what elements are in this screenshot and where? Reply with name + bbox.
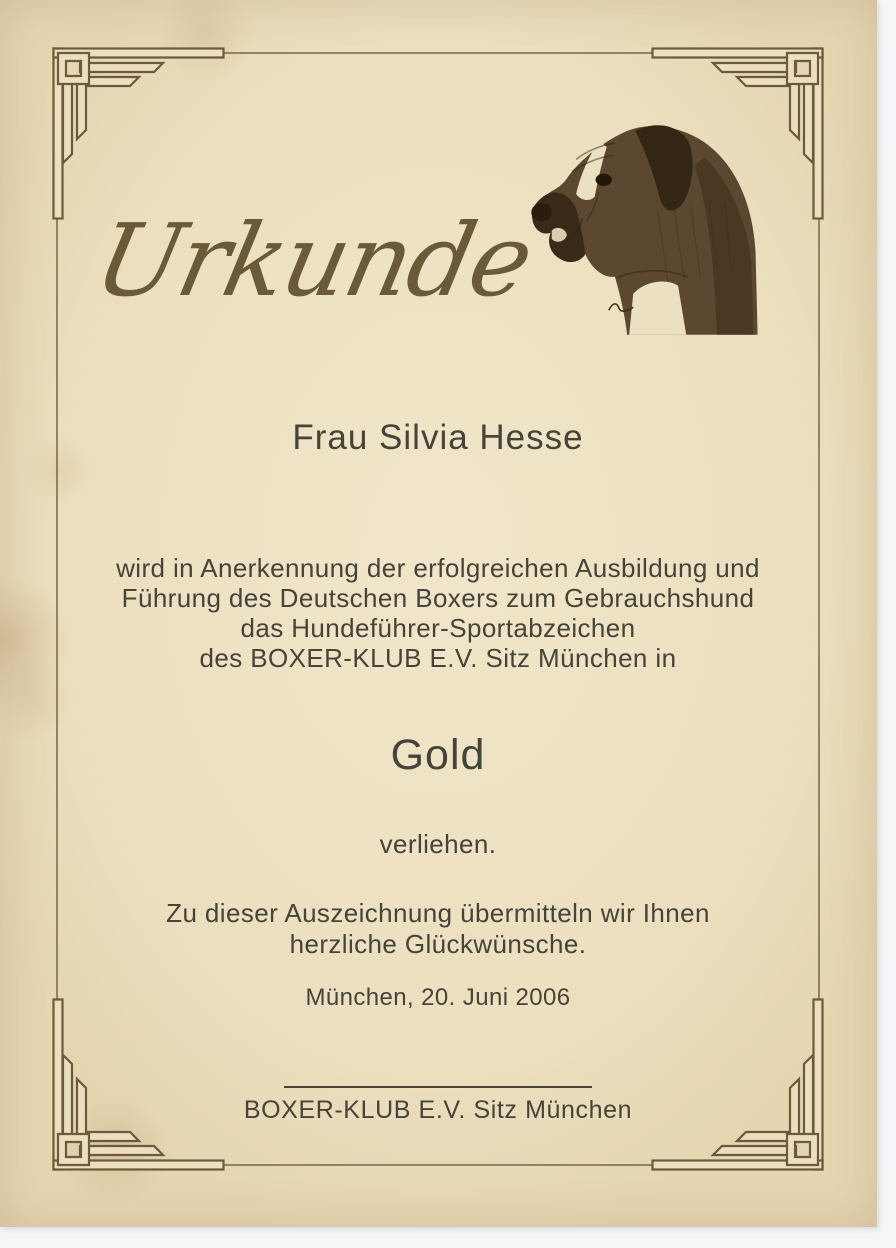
body-line: das Hundeführer-Sportabzeichen bbox=[240, 613, 636, 643]
award-verb: verliehen. bbox=[379, 829, 497, 859]
award-body-text bbox=[57, 553, 819, 673]
corner-ornament-bottom-right bbox=[653, 1000, 823, 1170]
boxer-dog-illustration bbox=[515, 98, 780, 338]
recipient-name: Frau Silvia Hesse bbox=[292, 418, 584, 457]
signature-line bbox=[284, 1086, 592, 1088]
closing-line: herzliche Glückwünsche. bbox=[289, 929, 587, 959]
body-line: Führung des Deutschen Boxers zum Gebrauchshund bbox=[121, 583, 755, 613]
certificate-title: Urkunde bbox=[85, 202, 542, 319]
closing-line: Zu dieser Auszeichnung übermitteln wir Ihnen bbox=[166, 898, 710, 928]
closing-text bbox=[57, 898, 819, 960]
signature-block bbox=[57, 1086, 819, 1125]
corner-ornament-top-left bbox=[54, 49, 224, 219]
issuer-name: BOXER-KLUB E.V. Sitz München bbox=[243, 1096, 633, 1124]
place-date-line: München, 20. Juni 2006 bbox=[305, 984, 571, 1011]
award-level: Gold bbox=[390, 731, 486, 779]
body-line: wird in Anerkennung der erfolgreichen Ausbildung und bbox=[116, 553, 760, 583]
body-line: des BOXER-KLUB E.V. Sitz München in bbox=[199, 643, 677, 673]
corner-ornament-bottom-left bbox=[54, 1000, 224, 1170]
